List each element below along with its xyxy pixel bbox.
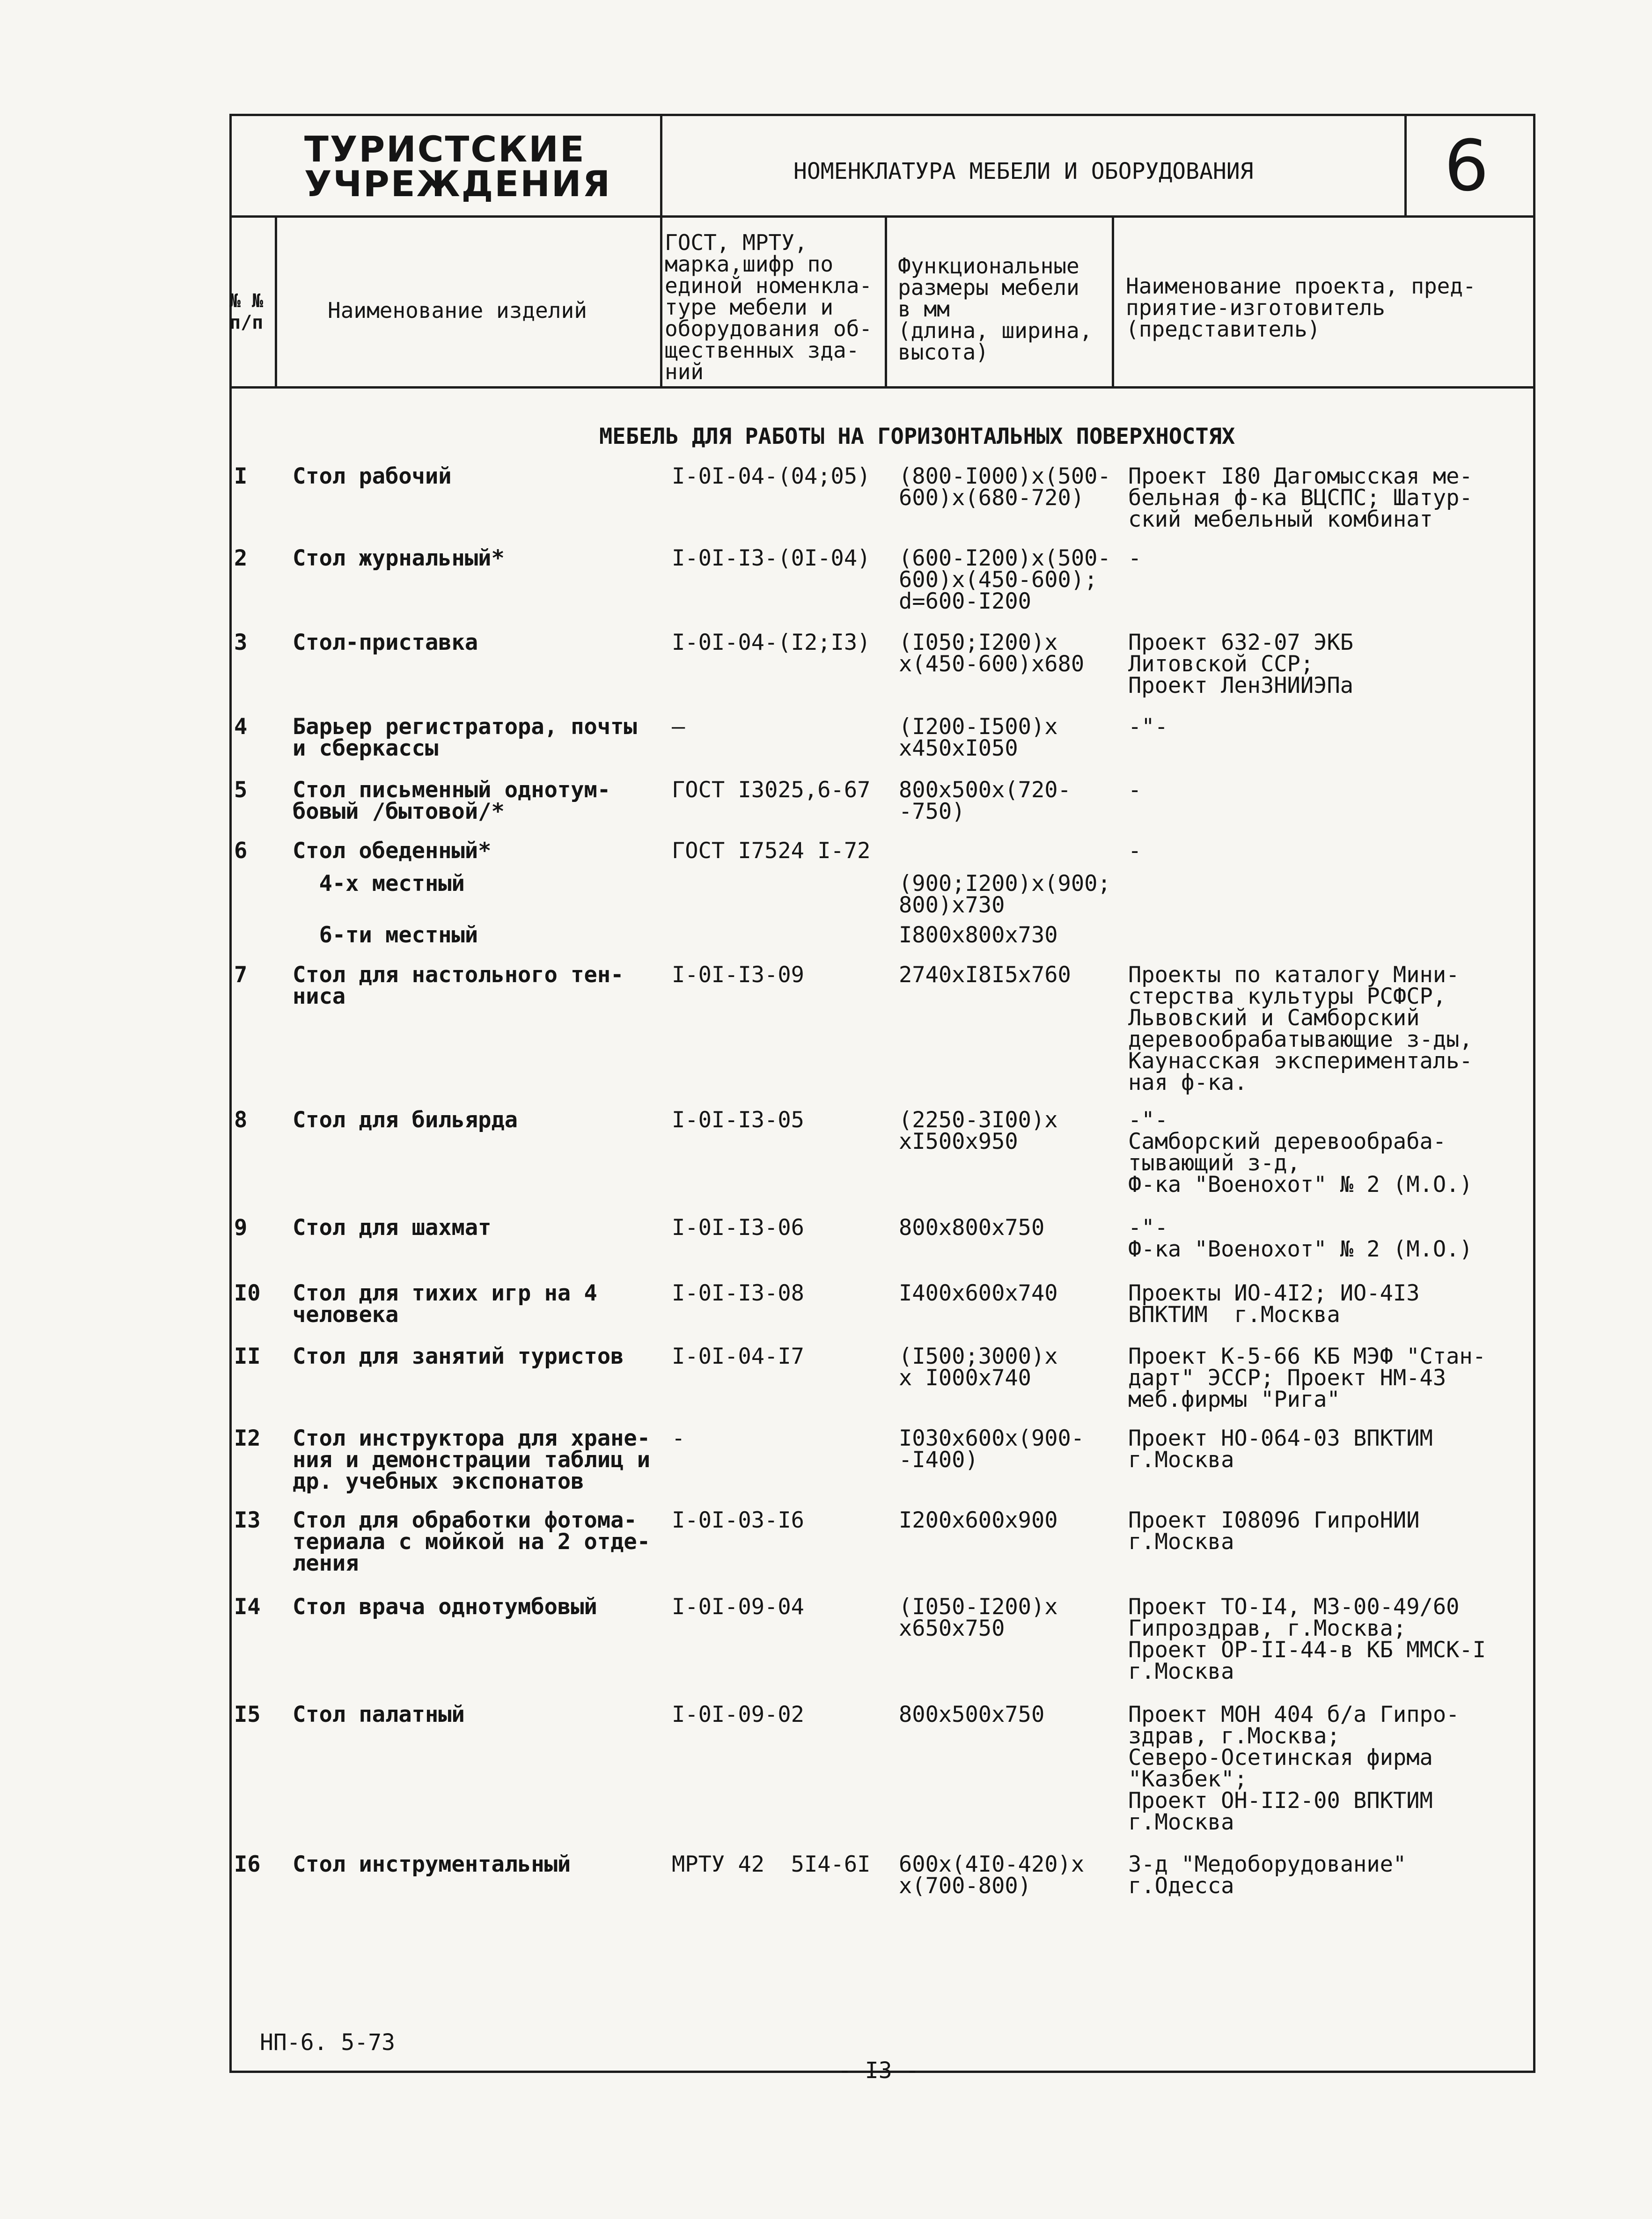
col-divider-num xyxy=(275,215,277,388)
row-2-name: Стол журнальный* xyxy=(293,545,505,571)
col-header-num: № № п/п xyxy=(229,290,264,333)
row-15-maker: Проект I08096 ГипроНИИ г.Москва xyxy=(1128,1507,1420,1555)
row-18-num: I6 xyxy=(234,1852,261,1877)
row-4-size: (I200-I500)x x450xI050 xyxy=(899,714,1058,761)
row-1-size: (800-I000)x(500- 600)x(680-720) xyxy=(899,463,1111,511)
row-16-num: I4 xyxy=(234,1594,261,1620)
row-10-num: 8 xyxy=(234,1107,248,1133)
row-12-num: I0 xyxy=(234,1280,261,1306)
row-17-gost: I-0I-09-02 xyxy=(672,1702,804,1727)
row-8-name: 6-ти местный xyxy=(293,922,478,948)
row-2-gost: I-0I-I3-(0I-04) xyxy=(672,545,871,571)
row-8-size: I800x800x730 xyxy=(899,922,1058,948)
row-5-maker: - xyxy=(1128,777,1142,803)
row-10-size: (2250-3I00)x xI500x950 xyxy=(899,1107,1058,1154)
row-9-size: 2740xI8I5x760 xyxy=(899,962,1071,988)
row-3-size: (I050;I200)x x(450-600)x680 xyxy=(899,630,1085,677)
row-1-gost: I-0I-04-(04;05) xyxy=(672,463,871,489)
row-15-gost: I-0I-03-I6 xyxy=(672,1507,804,1533)
row-5-name: Стол письменный однотум- бовый /бытовой/* xyxy=(293,777,611,824)
col-header-gost: ГОСТ, МРТУ, марка,шифр по единой номенкла- туре мебели и оборудования об- щественных зда- ний xyxy=(665,230,873,384)
row-18-gost: МРТУ 42 5I4-6I xyxy=(672,1852,871,1877)
row-18-name: Стол инструментальный xyxy=(293,1852,571,1877)
col-divider-maker xyxy=(1112,215,1114,388)
column-header-rule xyxy=(229,386,1535,389)
row-9-name: Стол для настольного тен- ниса xyxy=(293,962,624,1009)
row-1-maker: Проект I80 Дагомысская ме- бельная ф-ка ВЦСПС; Шатур- ский мебельный комбинат xyxy=(1128,463,1473,532)
row-16-gost: I-0I-09-04 xyxy=(672,1594,804,1620)
institution-logo xyxy=(304,128,611,205)
section-title: МЕБЕЛЬ ДЛЯ РАБОТЫ НА ГОРИЗОНТАЛЬНЫХ ПОВЕРХНОСТЯХ xyxy=(599,424,1235,449)
row-15-size: I200x600x900 xyxy=(899,1507,1058,1533)
row-4-name: Барьер регистратора, почты и сберкассы xyxy=(293,714,637,761)
row-12-gost: I-0I-I3-08 xyxy=(672,1280,804,1306)
row-14-size: I030x600x(900- -I400) xyxy=(899,1425,1085,1473)
row-14-maker: Проект НО-064-03 ВПКТИМ г.Москва xyxy=(1128,1425,1433,1473)
row-17-name: Стол палатный xyxy=(293,1702,465,1727)
row-3-gost: I-0I-04-(I2;I3) xyxy=(672,630,871,655)
row-11-num: 9 xyxy=(234,1215,248,1241)
row-9-num: 7 xyxy=(234,962,248,988)
row-2-size: (600-I200)x(500- 600)x(450-600); d=600-I200 xyxy=(899,545,1111,614)
row-16-maker: Проект ТО-I4, МЗ-00-49/60 Гипроздрав, г.Москва; Проект ОР-II-44-в КБ ММСК-I г.Москва xyxy=(1128,1594,1486,1684)
row-13-size: (I500;3000)x x I000x740 xyxy=(899,1344,1058,1391)
row-15-num: I3 xyxy=(234,1507,261,1533)
row-11-gost: I-0I-I3-06 xyxy=(672,1215,804,1241)
row-14-num: I2 xyxy=(234,1425,261,1451)
section-number: 6 xyxy=(1444,125,1489,207)
row-12-size: I400x600x740 xyxy=(899,1280,1058,1306)
row-10-gost: I-0I-I3-05 xyxy=(672,1107,804,1133)
row-13-gost: I-0I-04-I7 xyxy=(672,1344,804,1369)
title-divider xyxy=(660,114,662,388)
row-9-maker: Проекты по каталогу Мини- стерства культуры РСФСР, Львовский и Самборский деревообрабатывающие з-ды, Каунасская эксперименталь- ная ф-ка. xyxy=(1128,962,1473,1095)
row-15-name: Стол для обработки фотома- териала с мойкой на 2 отде- ления xyxy=(293,1507,651,1576)
col-header-size: Функциональные размеры мебели в мм (длина, ширина, высота) xyxy=(898,253,1093,365)
row-12-name: Стол для тихих игр на 4 человека xyxy=(293,1280,597,1328)
row-9-gost: I-0I-I3-09 xyxy=(672,962,804,988)
row-6-maker: - xyxy=(1128,838,1142,864)
row-10-maker: -"- Самборский деревообраба- тывающий з-д, Ф-ка "Военохот" № 2 (М.О.) xyxy=(1128,1107,1473,1198)
row-4-num: 4 xyxy=(234,714,248,740)
row-11-size: 800x800x750 xyxy=(899,1215,1045,1241)
row-17-num: I5 xyxy=(234,1702,261,1727)
row-16-size: (I050-I200)x x650x750 xyxy=(899,1594,1058,1641)
row-5-num: 5 xyxy=(234,777,248,803)
col-divider-size xyxy=(885,215,887,388)
document-code: НП-6. 5-73 xyxy=(260,2029,395,2056)
row-11-maker: -"- Ф-ка "Военохот" № 2 (М.О.) xyxy=(1128,1215,1473,1262)
row-18-maker: З-д "Медоборудование" г.Одесса xyxy=(1128,1852,1407,1899)
document-title: НОМЕНКЛАТУРА МЕБЕЛИ И ОБОРУДОВАНИЯ xyxy=(793,158,1254,184)
row-6-name: Стол обеденный* xyxy=(293,838,492,864)
row-14-gost: - xyxy=(672,1425,685,1451)
row-1-num: I xyxy=(234,463,248,489)
row-11-name: Стол для шахмат xyxy=(293,1215,492,1241)
row-17-maker: Проект МОН 404 б/а Гипро- здрав, г.Москва; Северо-Осетинская фирма "Казбек"; Проект ОН-II2-00 ВПКТИМ г.Москва xyxy=(1128,1702,1460,1835)
row-13-maker: Проект К-5-66 КБ МЭФ "Стан- дарт" ЭССР; Проект НМ-43 меб.фирмы "Рига" xyxy=(1128,1344,1486,1412)
logo-line2: УЧРЕЖДЕНИЯ xyxy=(304,163,611,205)
col-header-maker: Наименование проекта, пред- приятие-изготовитель (представитель) xyxy=(1126,273,1476,342)
row-14-name: Стол инструктора для хране- ния и демонстрации таблиц и др. учебных экспонатов xyxy=(293,1425,651,1494)
row-13-num: II xyxy=(234,1344,261,1369)
row-1-name: Стол рабочий xyxy=(293,463,452,489)
row-3-maker: Проект 632-07 ЭКБ Литовской ССР; Проект ЛенЗНИИЭПа xyxy=(1128,630,1354,698)
row-7-size: (900;I200)x(900; 800)x730 xyxy=(899,871,1111,918)
row-12-maker: Проекты ИО-4I2; ИО-4I3 ВПКТИМ г.Москва xyxy=(1128,1280,1420,1328)
row-17-size: 800x500x750 xyxy=(899,1702,1045,1727)
row-2-num: 2 xyxy=(234,545,248,571)
row-7-name: 4-х местный xyxy=(293,871,465,896)
row-4-gost: — xyxy=(672,714,685,740)
header-rule xyxy=(229,215,1535,218)
row-10-name: Стол для бильярда xyxy=(293,1107,518,1133)
row-18-size: 600x(4I0-420)x x(700-800) xyxy=(899,1852,1085,1899)
row-16-name: Стол врача однотумбовый xyxy=(293,1594,597,1620)
row-6-num: 6 xyxy=(234,838,248,864)
page-number-divider xyxy=(1404,114,1407,217)
logo-line1: ТУРИСТСКИЕ xyxy=(304,128,586,170)
row-3-num: 3 xyxy=(234,630,248,655)
row-13-name: Стол для занятий туристов xyxy=(293,1344,624,1369)
row-5-size: 800x500x(720- -750) xyxy=(899,777,1071,824)
row-2-maker: - xyxy=(1128,545,1142,571)
row-3-name: Стол-приставка xyxy=(293,630,478,655)
page-footer-number: - I3 - xyxy=(838,2057,919,2084)
col-header-name: Наименование изделий xyxy=(328,298,587,323)
row-5-gost: ГОСТ I3025,6-67 xyxy=(672,777,871,803)
row-6-gost: ГОСТ I7524 I-72 xyxy=(672,838,871,864)
row-4-maker: -"- xyxy=(1128,714,1168,740)
